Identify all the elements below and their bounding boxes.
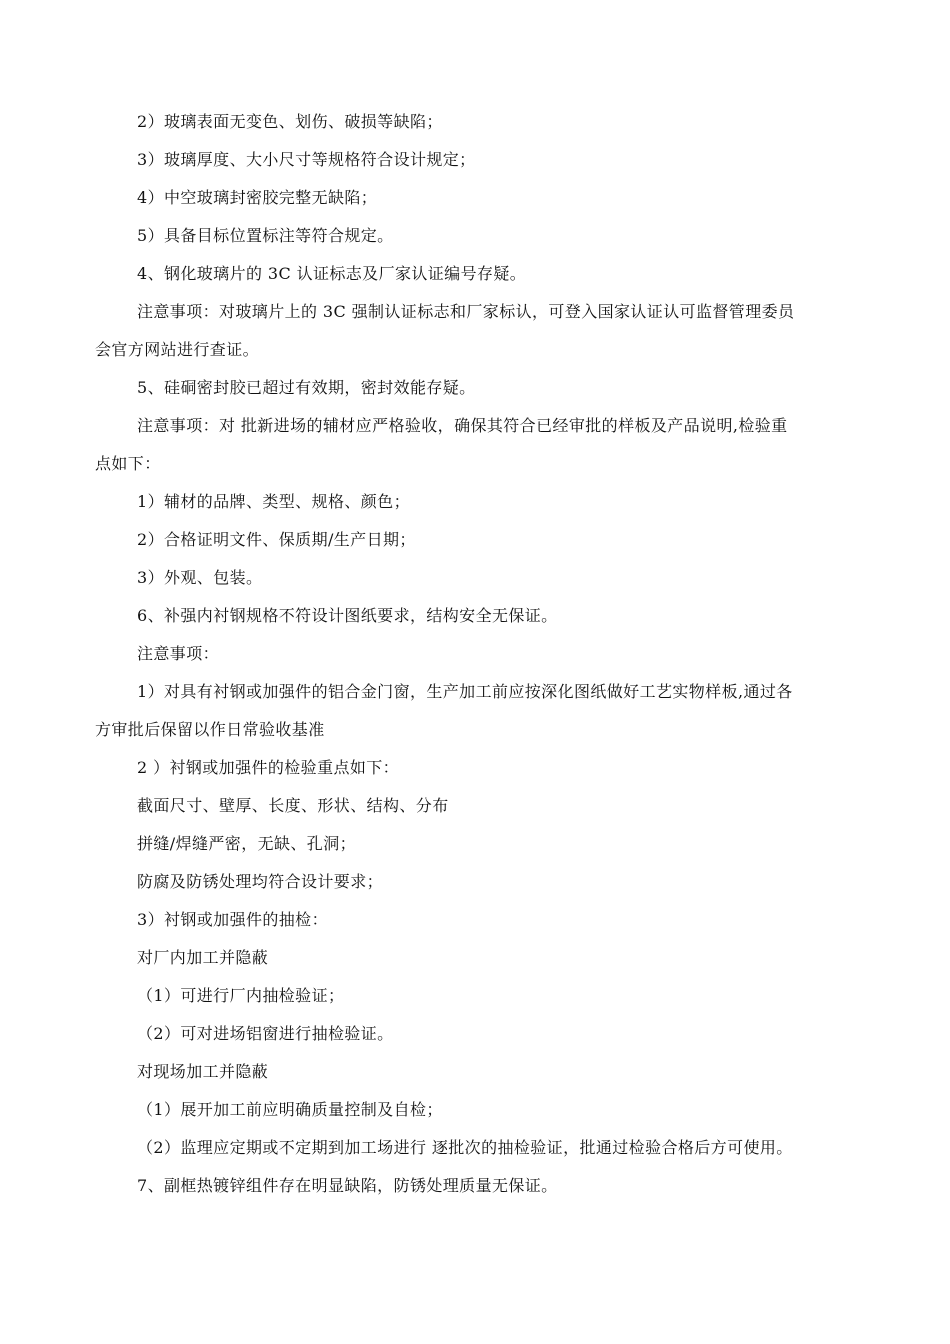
text-line-9: 注意事项：对 批新进场的辅材应严格验收，确保其符合已经审批的样板及产品说明,检验重: [137, 416, 788, 435]
text-line-14: 6、补强内衬钢规格不符设计图纸要求，结构安全无保证。: [137, 606, 558, 625]
text-line-8: 5、硅硐密封胶已超过有效期，密封效能存疑。: [137, 378, 476, 397]
text-line-5: 4、钢化玻璃片的 3C 认证标志及厂家认证编号存疑。: [137, 264, 527, 283]
text-line-11: 1）辅材的品牌、类型、规格、颜色；: [137, 492, 410, 511]
text-line-10: 点如下：: [95, 454, 161, 473]
text-line-29: 7、副框热镀锌组件存在明显缺陷，防锈处理质量无保证。: [137, 1176, 558, 1195]
text-line-13: 3）外观、包装。: [137, 568, 263, 587]
text-line-23: 对厂内加工并隐蔽: [137, 948, 269, 967]
text-line-27: （1）展开加工前应明确质量控制及自检；: [137, 1100, 443, 1119]
text-line-24: （1）可进行厂内抽检验证；: [137, 986, 345, 1005]
text-line-26: 对现场加工并隐蔽: [137, 1062, 269, 1081]
text-line-15: 注意事项：: [137, 644, 220, 663]
text-line-25: （2）可对进场铝窗进行抽检验证。: [137, 1024, 394, 1043]
text-line-1: 2）玻璃表面无变色、划伤、破损等缺陷；: [137, 112, 443, 131]
text-line-4: 5）具备目标位置标注等符合规定。: [137, 226, 394, 245]
text-line-12: 2）合格证明文件、保质期/生产日期；: [137, 530, 416, 549]
text-line-21: 防腐及防锈处理均符合设计要求；: [137, 872, 384, 891]
text-line-20: 拼缝/焊缝严密，无缺、孔洞；: [137, 834, 356, 853]
text-line-17: 方审批后保留以作日常验收基准: [95, 720, 325, 739]
text-line-6: 注意事项：对玻璃片上的 3C 强制认证标志和厂家标认，可登入国家认证认可监督管理委员: [137, 302, 795, 321]
text-line-7: 会官方网站进行查证。: [95, 340, 260, 359]
text-line-3: 4）中空玻璃封密胶完整无缺陷；: [137, 188, 378, 207]
text-line-18: 2 ）衬钢或加强件的检验重点如下：: [137, 758, 400, 777]
text-line-22: 3）衬钢或加强件的抽检：: [137, 910, 328, 929]
text-line-19: 截面尺寸、壁厚、长度、形状、结构、分布: [137, 796, 449, 815]
text-line-16: 1）对具有衬钢或加强件的铝合金门窗，生产加工前应按深化图纸做好工艺实物样板,通过各: [137, 682, 793, 701]
text-line-2: 3）玻璃厚度、大小尺寸等规格符合设计规定；: [137, 150, 476, 169]
text-line-28: （2）监理应定期或不定期到加工场进行 逐批次的抽检验证，批通过检验合格后方可使用。: [137, 1138, 793, 1157]
